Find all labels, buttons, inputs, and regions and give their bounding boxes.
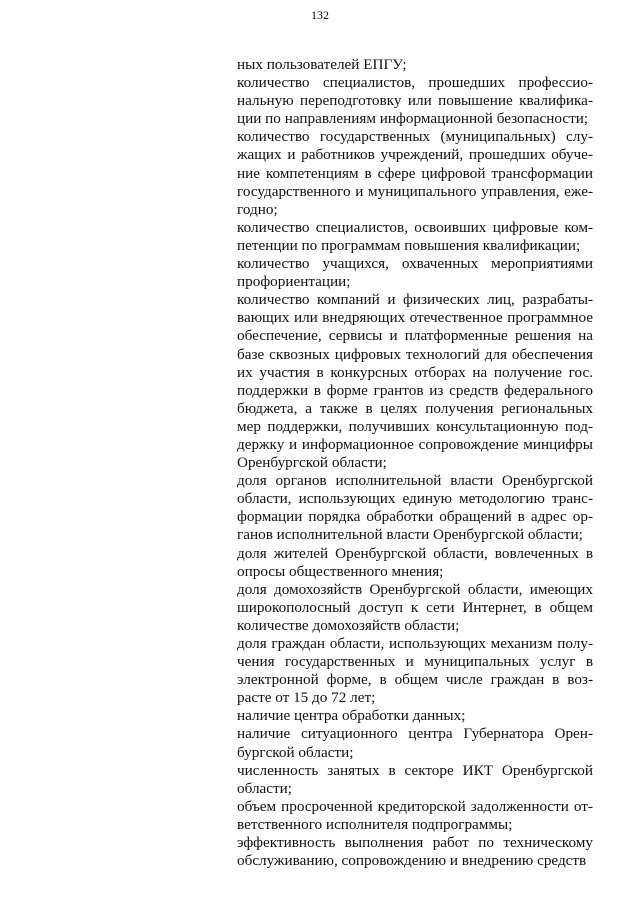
paragraph-maintenance-efficiency: эффективность выполнения работ по техническому обслуживанию, сопровождению и внедрению средств [237, 834, 593, 870]
paragraph-ict-employment: численность занятых в секторе ИКТ Оренбургской области; [237, 761, 593, 797]
paragraph-overdue-debt: объем просроченной кредиторской задолженности ответственного исполнителя подпрограммы; [237, 797, 593, 833]
paragraph-epgu-users-continuation: ных пользователей ЕПГУ; [237, 56, 407, 73]
paragraph-situation-center: наличие ситуационного центра Губернатора Оренбургской области; [237, 725, 593, 761]
paragraph-security-specialists-count: количество специалистов, прошедших профессиональную переподготовку или повышение квалификации по направлениям информационной безопасности; [237, 74, 593, 128]
paragraph-citizens-share: доля граждан области, использующих механизм получения государственных и муниципальных услуг в электронной форме, в общем числе граждан в возрасте от 15 до 72 лет; [237, 635, 593, 707]
page-number: 132 [311, 8, 329, 22]
paragraph-households-share: доля домохозяйств Оренбургской области, имеющих широкополосный доступ к сети Интернет, в общем количестве домохозяйств области; [237, 580, 593, 634]
paragraph-residents-share: доля жителей Оренбургской области, вовлеченных в опросы общественного мнения; [237, 544, 593, 580]
paragraph-digital-competence-count: количество специалистов, освоивших цифровые компетенции по программам повышения квалификации; [237, 218, 593, 254]
document-text-column [237, 56, 593, 870]
paragraph-executive-bodies-share: доля органов исполнительной власти Оренбургской области, использующих единую методологию трансформации порядка обработки обращений в адрес органов исполнительной власти Оренбургской области; [237, 472, 593, 544]
paragraph-students-count: количество учащихся, охваченных мероприятиями профориентации; [237, 255, 593, 291]
paragraph-data-center: наличие центра обработки данных; [237, 707, 466, 725]
paragraph-companies-count: количество компаний и физических лиц, разрабатывающих или внедряющих отечественное программное обеспечение, сервисы и платформенные решения на базе сквозных цифровых технологий для обеспечения их участия в конкурсных отборах на получение гос. поддержки в форме грантов из средств федерального бюджета, а также в целях получения региональных мер поддержки, получивших консультационную поддержку и информационное сопровождение минцифры Оренбургской области; [237, 291, 593, 472]
paragraph-civil-servants-count: количество государственных (муниципальных) служащих и работников учреждений, прошедших обучение компетенциям в сфере цифровой трансформации государственного и муниципального управления, ежегодно; [237, 128, 593, 218]
